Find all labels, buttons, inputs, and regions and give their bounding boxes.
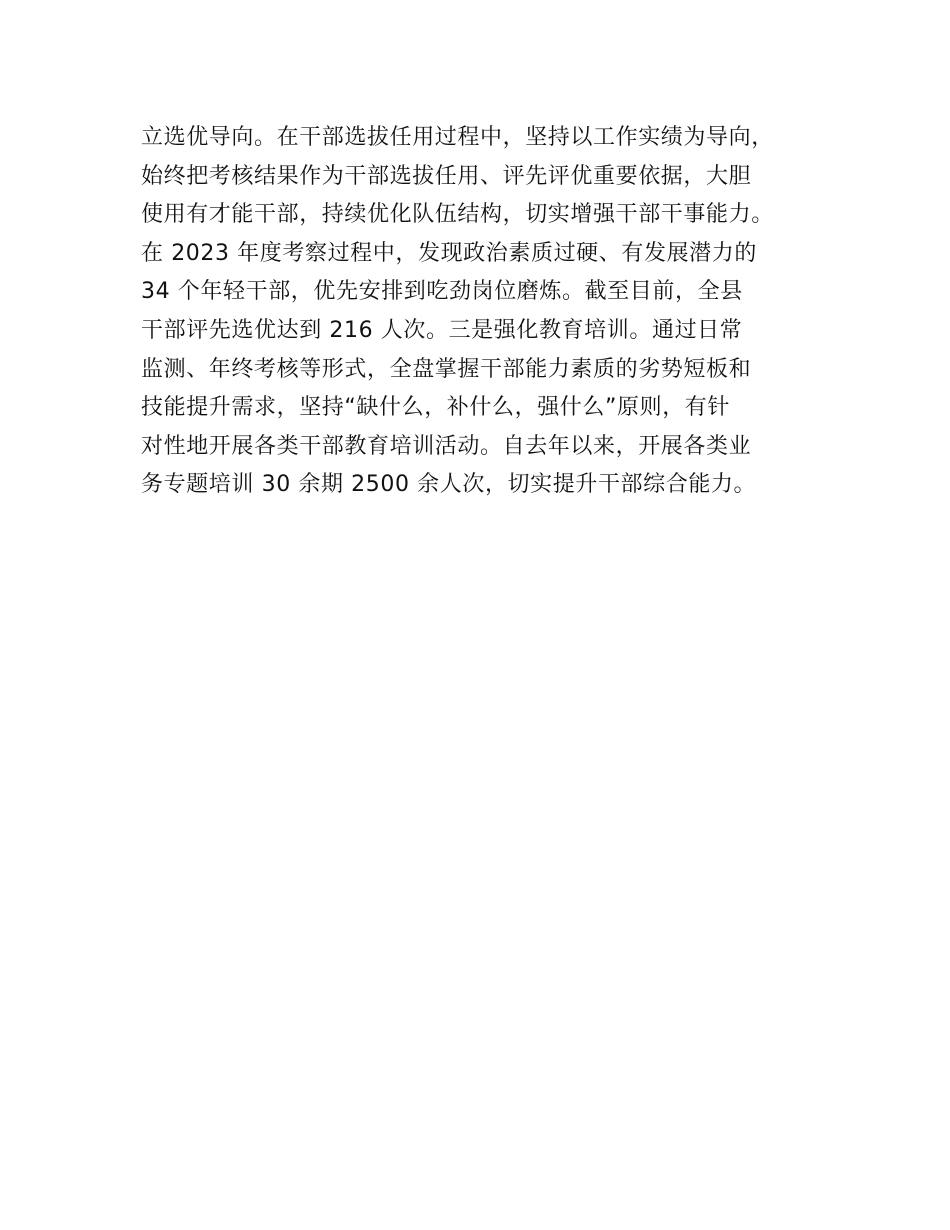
text-line: 在 2023 年度考察过程中，发现政治素质过硬、有发展潜力的 [141, 240, 757, 266]
text-line: 立选优导向。在干部选拔任用过程中，坚持以工作实绩为导向， [141, 125, 774, 150]
text-line: 技能提升需求，坚持“缺什么，补什么，强什么”原则，有针 [141, 395, 730, 421]
text-line: 监测、年终考核等形式，全盘掌握干部能力素质的劣势短板和 [141, 356, 752, 382]
text-line: 始终把考核结果作为干部选拔任用、评先评优重要依据，大胆 [141, 163, 752, 189]
text-line: 务专题培训 30 余期 2500 余人次，切实提升干部综合能力。 [141, 472, 757, 498]
text-line: 34 个年轻干部，优先安排到吃劲岗位磨炼。截至目前，全县 [141, 279, 743, 305]
text-line: 使用有才能干部，持续优化队伍结构，切实增强干部干事能力。 [141, 202, 774, 228]
text-line: 干部评先选优达到 216 人次。三是强化教育培训。通过日常 [141, 317, 743, 343]
body-paragraph [141, 119, 841, 505]
text-line: 对性地开展各类干部教育培训活动。自去年以来，开展各类业 [141, 433, 752, 459]
